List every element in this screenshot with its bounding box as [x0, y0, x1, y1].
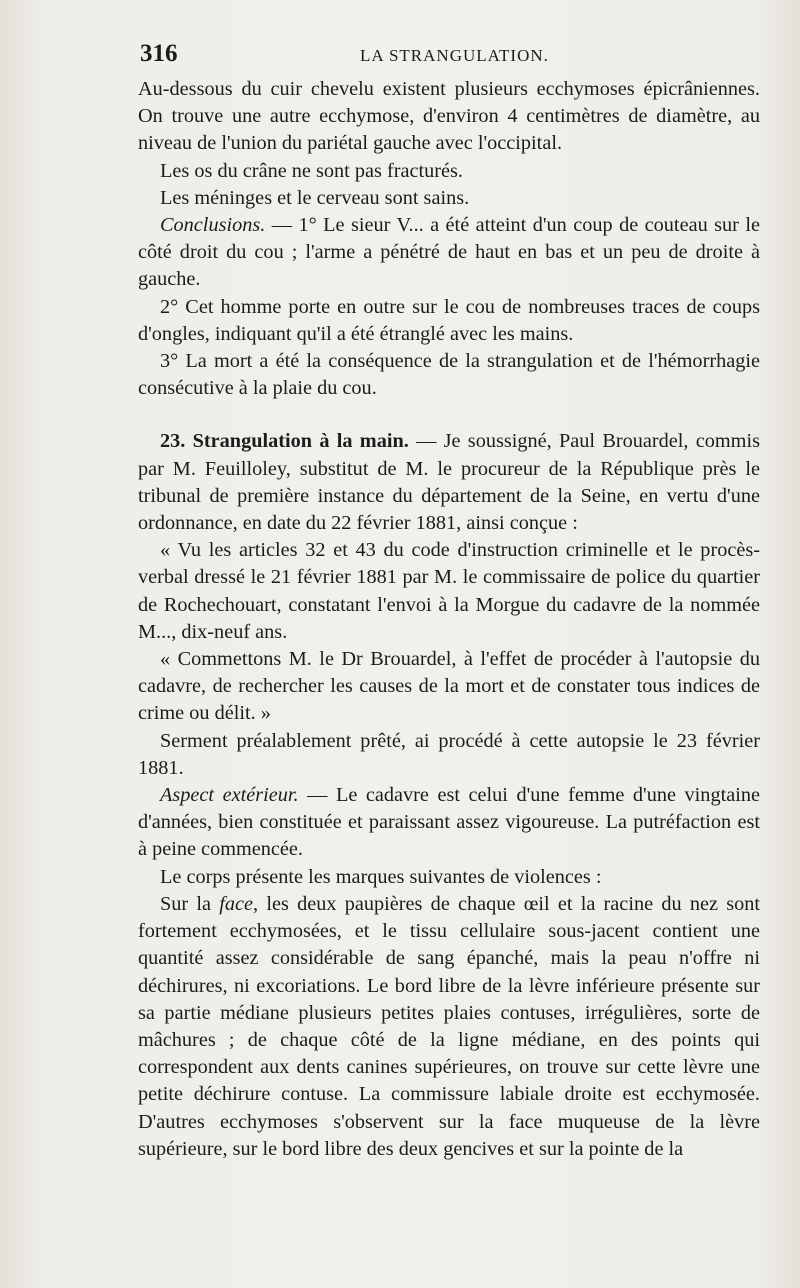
paragraph-vu-les-articles: « Vu les articles 32 et 43 du code d'instruction criminelle et le procès-verbal dressé le 21 février 1881 par M. le commissaire de police du quartier de Rochechouart, constatant l'envoi à la Morgue du cadavre de la nommée M..., dix-neuf ans.	[138, 539, 760, 643]
section-title: Strangulation à la main.	[185, 430, 409, 453]
paragraph-scalp: Au-dessous du cuir chevelu existent plusieurs ecchymoses épicrâniennes. On trouve une autre ecchymose, d'environ 4 centimètres de diamètre, au niveau de l'union du pariétal gauche avec l'occipital.	[138, 78, 760, 155]
section-intro-text: — Je soussigné, Paul Brouardel, commis par M. Feuilloley, substitut de M. le procureur de la République près le tribunal de première instance du département de la Seine, en vertu d'une ordonnance, en date du 22 février 1881, ainsi conçue :	[138, 430, 760, 535]
section-gap	[138, 402, 760, 428]
paragraph-marks-intro: Le corps présente les marques suivantes de violences :	[160, 865, 602, 888]
paragraph-commettons: « Commettons M. le Dr Brouardel, à l'effet de procéder à l'autopsie du cadavre, de rechercher les causes de la mort et de constater tous indices de crime ou délit. »	[138, 648, 760, 725]
paragraph-serment: Serment préalablement prêté, ai procédé à cette autopsie le 23 février 1881.	[138, 729, 760, 779]
conclusions-label: Conclusions.	[160, 214, 266, 237]
face-lead: Sur la	[160, 892, 220, 915]
conclusions-text: — 1° Le sieur V... a été atteint d'un coup de couteau sur le côté droit du cou ; l'arme a pénétré de haut en bas et un peu de droite à gauche.	[138, 214, 760, 291]
page-number: 316	[140, 40, 178, 67]
face-text: , les deux paupières de chaque œil et la racine du nez sont fortement ecchymosées, et le tissu cellulaire sous-jacent contient une quantité assez considérable de sang épanché, mais la peau n'offre ni déchirures, ni excoriations. Le bord libre de la lèvre inférieure présente sur sa partie médiane plusieurs petites plaies contuses, irrégulières, sorte de mâchures ; de chaque côté de la ligne médiane, en des points qui correspondent aux dents canines supérieures, on trouve sur cette lèvre une petite déchirure contuse. La commissure labiale droite est ecchymosée. D'autres ecchymoses s'observent sur la face muqueuse de la lèvre supérieure, sur le bord libre des deux gencives et sur la pointe de la	[138, 892, 760, 1160]
paragraph-meninges: Les méninges et le cerveau sont sains.	[160, 186, 470, 209]
aspect-text: — Le cadavre est celui d'une femme d'une vingtaine d'années, bien constituée et paraissant assez vigoureuse. La putréfaction est à peine commencée.	[138, 784, 760, 861]
paragraph-skull: Les os du crâne ne sont pas fracturés.	[160, 159, 463, 182]
face-label: face	[219, 892, 254, 915]
page-header	[140, 40, 760, 70]
paragraph-section-23	[138, 428, 760, 537]
section-number: 23.	[160, 430, 186, 453]
running-title: LA STRANGULATION.	[360, 46, 549, 65]
paragraph-face	[138, 891, 760, 1163]
paragraph-conclusions	[138, 212, 760, 294]
aspect-label: Aspect extérieur.	[160, 784, 299, 807]
page-body	[138, 76, 760, 1163]
paragraph-conclusion-3: 3° La mort a été la conséquence de la strangulation et de l'hémorrhagie consécutive à la plaie du cou.	[138, 350, 760, 400]
paragraph-conclusion-2: 2° Cet homme porte en outre sur le cou de nombreuses traces de coups d'ongles, indiquant qu'il a été étranglé avec les mains.	[138, 295, 760, 345]
paragraph-aspect	[138, 782, 760, 864]
